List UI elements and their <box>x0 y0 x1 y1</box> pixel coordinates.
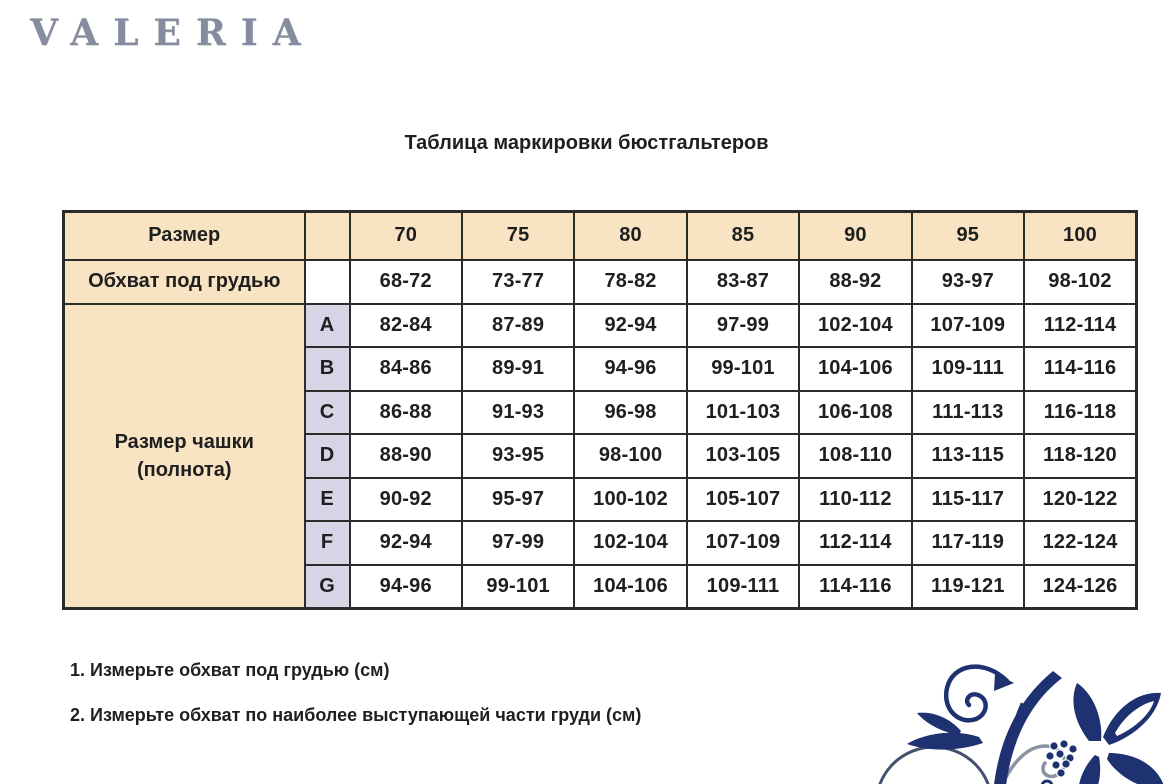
floral-flourish-icon <box>857 643 1167 784</box>
cup-range-cell: 88-90 <box>350 434 462 478</box>
cup-range-cell: 94-96 <box>350 565 462 609</box>
size-row-label: Размер <box>64 212 305 260</box>
cup-range-cell: 105-107 <box>687 478 799 522</box>
cup-range-cell: 114-116 <box>1024 347 1136 391</box>
cup-range-cell: 113-115 <box>912 434 1024 478</box>
underbust-range-cell: 83-87 <box>687 260 799 304</box>
cup-range-cell: 93-95 <box>462 434 574 478</box>
cup-letter-cell: C <box>305 391 350 435</box>
underbust-range-cell: 73-77 <box>462 260 574 304</box>
cup-range-cell: 82-84 <box>350 304 462 348</box>
cup-range-cell: 124-126 <box>1024 565 1136 609</box>
band-size-header: 70 <box>350 212 462 260</box>
cup-letter-cell: A <box>305 304 350 348</box>
cup-size-label-line1: Размер чашки <box>114 430 254 453</box>
band-size-header: 85 <box>687 212 799 260</box>
cup-range-cell: 90-92 <box>350 478 462 522</box>
cup-range-cell: 104-106 <box>799 347 911 391</box>
size-row-spacer-cell <box>305 212 350 260</box>
cup-letter-cell: D <box>305 434 350 478</box>
cup-range-cell: 89-91 <box>462 347 574 391</box>
cup-range-cell: 102-104 <box>799 304 911 348</box>
cup-range-cell: 94-96 <box>574 347 686 391</box>
cup-range-cell: 84-86 <box>350 347 462 391</box>
cup-range-cell: 97-99 <box>687 304 799 348</box>
brand-logo: VALERIA <box>30 12 316 54</box>
cup-range-cell: 120-122 <box>1024 478 1136 522</box>
cup-range-cell: 119-121 <box>912 565 1024 609</box>
band-size-header: 80 <box>574 212 686 260</box>
cup-range-cell: 110-112 <box>799 478 911 522</box>
instruction-item: 2. Измерьте обхват по наиболее выступающей части груди (см) <box>70 705 642 725</box>
cup-size-label-line2: (полнота) <box>136 458 232 481</box>
instruction-item: 1. Измерьте обхват под грудью (см) <box>70 660 390 680</box>
underbust-range-cell: 68-72 <box>350 260 462 304</box>
underbust-range-cell: 93-97 <box>912 260 1024 304</box>
cup-range-cell: 109-111 <box>912 347 1024 391</box>
cup-range-cell: 87-89 <box>462 304 574 348</box>
cup-range-cell: 95-97 <box>462 478 574 522</box>
cup-range-cell: 97-99 <box>462 521 574 565</box>
cup-range-cell: 107-109 <box>687 521 799 565</box>
band-size-header: 90 <box>799 212 911 260</box>
cup-range-cell: 96-98 <box>574 391 686 435</box>
cup-range-cell: 102-104 <box>574 521 686 565</box>
cup-range-cell: 112-114 <box>1024 304 1136 348</box>
cup-range-cell: 100-102 <box>574 478 686 522</box>
cup-range-cell: 108-110 <box>799 434 911 478</box>
band-size-header: 75 <box>462 212 574 260</box>
band-size-header: 100 <box>1024 212 1136 260</box>
cup-letter-cell: G <box>305 565 350 609</box>
cup-range-cell: 99-101 <box>687 347 799 391</box>
measurement-instructions <box>70 660 641 750</box>
cup-range-cell: 101-103 <box>687 391 799 435</box>
cup-range-cell: 115-117 <box>912 478 1024 522</box>
cup-range-cell: 112-114 <box>799 521 911 565</box>
underbust-range-cell: 78-82 <box>574 260 686 304</box>
cup-range-cell: 117-119 <box>912 521 1024 565</box>
cup-range-cell: 92-94 <box>574 304 686 348</box>
cup-range-cell: 103-105 <box>687 434 799 478</box>
cup-range-cell: 99-101 <box>462 565 574 609</box>
underbust-range-cell: 98-102 <box>1024 260 1136 304</box>
underbust-spacer-cell <box>305 260 350 304</box>
cup-range-cell: 114-116 <box>799 565 911 609</box>
cup-range-cell: 91-93 <box>462 391 574 435</box>
cup-range-cell: 98-100 <box>574 434 686 478</box>
cup-letter-cell: E <box>305 478 350 522</box>
underbust-range-cell: 88-92 <box>799 260 911 304</box>
cup-range-cell: 122-124 <box>1024 521 1136 565</box>
bra-size-table <box>62 210 1138 610</box>
cup-range-cell: 118-120 <box>1024 434 1136 478</box>
cup-range-cell: 109-111 <box>687 565 799 609</box>
cup-range-cell: 116-118 <box>1024 391 1136 435</box>
band-size-header: 95 <box>912 212 1024 260</box>
cup-range-cell: 92-94 <box>350 521 462 565</box>
cup-range-cell: 107-109 <box>912 304 1024 348</box>
cup-letter-cell: B <box>305 347 350 391</box>
cup-letter-cell: F <box>305 521 350 565</box>
page-title: Таблица маркировки бюстгальтеров <box>404 132 769 154</box>
cup-range-cell: 111-113 <box>912 391 1024 435</box>
cup-range-cell: 104-106 <box>574 565 686 609</box>
cup-range-cell: 86-88 <box>350 391 462 435</box>
cup-size-label <box>64 304 305 609</box>
cup-range-cell: 106-108 <box>799 391 911 435</box>
underbust-row-label: Обхват под грудью <box>64 260 305 304</box>
